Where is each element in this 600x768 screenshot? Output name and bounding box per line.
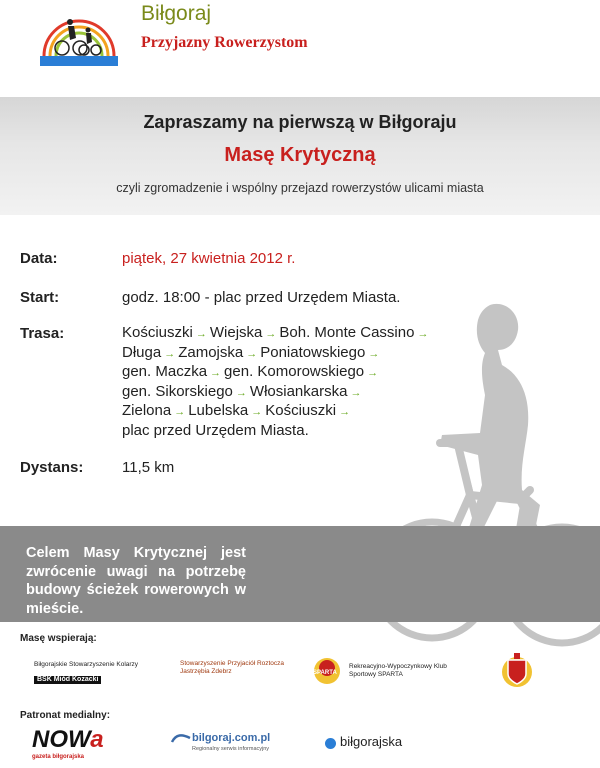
route-street: Zamojska <box>178 343 244 361</box>
distance-label: Dystans: <box>20 459 84 476</box>
route-arrow-icon: → <box>174 406 186 418</box>
brand-subtitle: Przyjazny Rowerzystom <box>141 34 308 51</box>
route-street: Kościuszki <box>265 402 337 419</box>
nowa-subtitle: gazeta biłgorajska <box>32 754 85 760</box>
wave-logo-icon <box>170 730 192 748</box>
route-street: Poniatowskiego <box>260 343 366 361</box>
route-street: gen. Sikorskiego <box>122 382 233 400</box>
date-value: piątek, 27 kwietnia 2012 r. <box>122 250 296 267</box>
route-arrow-icon: → <box>350 386 362 399</box>
route-arrow-icon: → <box>210 367 222 379</box>
route-arrow-icon: → <box>265 328 277 340</box>
route-street: gen. Komorowskiego <box>224 363 365 380</box>
start-label: Start: <box>20 289 60 306</box>
date-label: Data: <box>20 250 58 267</box>
route-street: Boh. Monte Cassino <box>279 324 415 341</box>
route-street: Wiejska <box>209 324 263 341</box>
route-arrow-icon: → <box>235 386 247 399</box>
sponsor-bsk-badge: BSK Miód Kozacki <box>34 676 101 684</box>
bilgorajska-logo: biłgorajska <box>340 734 403 749</box>
media-title: Patronat medialny: <box>20 710 111 721</box>
route-street: Włosiankarska <box>249 382 348 400</box>
route-street: Długa <box>122 343 162 361</box>
route-arrow-icon: → <box>195 328 207 340</box>
route-arrow-icon: → <box>251 406 263 418</box>
brand-title: Biłgoraj <box>141 2 212 25</box>
sparta-label: SPARTA <box>313 670 337 676</box>
route-line <box>122 402 431 422</box>
sponsors-title: Masę wspierają: <box>20 633 97 644</box>
route-arrow-icon: → <box>339 406 351 418</box>
route-street: Lubelska <box>188 402 249 419</box>
distance-value: 11,5 km <box>122 459 175 476</box>
route-arrow-icon: → <box>368 347 380 360</box>
route-street: Zielona <box>122 402 172 419</box>
route-arrow-icon: → <box>367 367 379 379</box>
route-street: plac przed Urzędem Miasta. <box>122 421 309 439</box>
bilgoraj-com-subtitle: Regionalny serwis informacyjny <box>192 746 270 752</box>
event-name: Masę Krytyczną <box>224 144 376 166</box>
route-arrow-icon: → <box>417 328 429 340</box>
sponsor-roztocze: Stowarzyszenie Przyjaciół Roztocza Jastrzębia Zdebrz <box>180 660 285 675</box>
bilgorajska-dot-icon <box>325 738 336 749</box>
bilgoraj-com-logo: bilgoraj.com.pl <box>192 732 271 744</box>
route-line <box>122 363 431 383</box>
nowa-logo: NOWa <box>32 726 104 753</box>
route-line <box>122 344 431 364</box>
route-line <box>122 422 431 441</box>
route-line <box>122 324 431 344</box>
event-description: czyli zgromadzenie i wspólny przejazd rowerzystów ulicami miasta <box>116 181 484 195</box>
route-label: Trasa: <box>20 325 65 342</box>
route-street: gen. Maczka <box>122 363 208 380</box>
start-value: godz. 18:00 - plac przed Urzędem Miasta. <box>122 289 401 306</box>
goal-text: Celem Masy Krytycznej jest zwrócenie uwagi na potrzebę budowy ścieżek rowerowych w mieście. <box>26 545 246 617</box>
logo-cyclists-icon <box>34 6 124 68</box>
route-arrow-icon: → <box>246 347 258 360</box>
town-crest-icon <box>500 650 534 690</box>
sponsor-bsk: Biłgorajskie Stowarzyszenie Kolarzy <box>34 661 139 668</box>
route-list <box>122 324 431 440</box>
route-line <box>122 383 431 403</box>
route-street: Kościuszki <box>122 324 193 341</box>
invite-text: Zapraszamy na pierwszą w Biłgoraju <box>143 112 457 132</box>
sponsor-sparta-club: Rekreacyjno-Wypoczynkowy Klub Sportowy SPARTA <box>349 663 447 678</box>
route-arrow-icon: → <box>164 347 176 360</box>
